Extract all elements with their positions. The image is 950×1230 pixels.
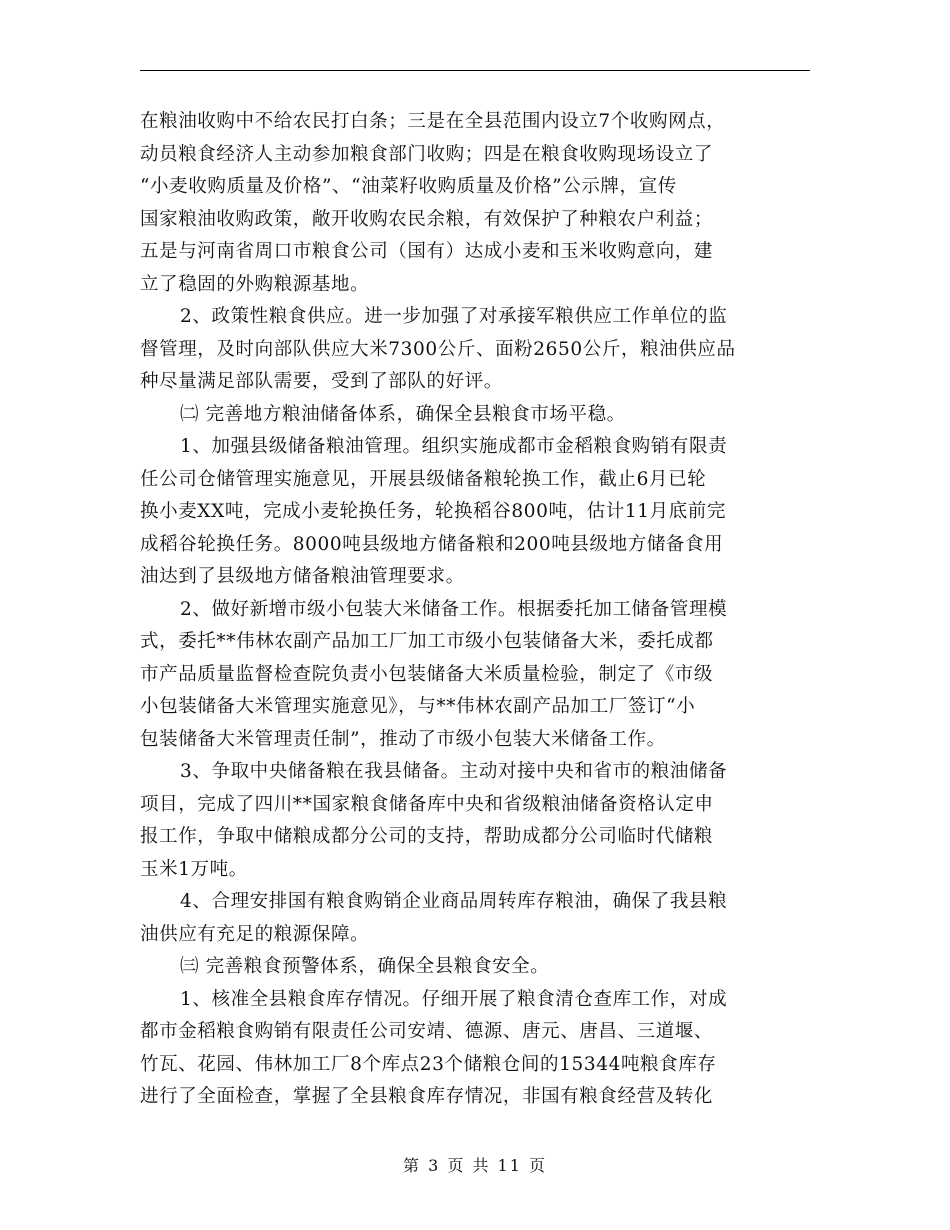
text-line: 立了稳固的外购粮源基地。 xyxy=(140,273,370,295)
text-line: 项目，完成了四川**国家粮食储备库中央和省级粮油储备资格认定申 xyxy=(140,793,714,815)
text-line: 任公司仓储管理实施意见，开展县级储备粮轮换工作，截止6月已轮 xyxy=(140,468,707,490)
text-line: 式，委托**伟林农副产品加工厂加工市级小包装储备大米，委托成都 xyxy=(140,631,714,652)
text-line: ㈢ 完善粮食预警体系，确保全县粮食安全。 xyxy=(180,956,550,977)
text-line: 成稻谷轮换任务。8000吨县级地方储备粮和200吨县级地方储备食用 xyxy=(140,533,724,555)
text-line: 换小麦XX吨，完成小麦轮换任务，轮换稻谷800吨，估计11月底前完 xyxy=(140,501,726,522)
text-line: 包装储备大米管理责任制”，推动了市级小包装大米储备工作。 xyxy=(140,728,666,750)
text-line: 市产品质量监督检查院负责小包装储备大米质量检验，制定了《市级 xyxy=(140,663,714,685)
text-line: 都市金稻粮食购销有限责任公司安靖、德源、唐元、唐昌、三道堰、 xyxy=(140,1021,714,1042)
text-line: 竹瓦、花园、伟林加工厂8个库点23个储粮仓间的15344吨粮食库存 xyxy=(140,1053,717,1075)
text-line: 1、加强县级储备粮油管理。组织实施成都市金稻粮食购销有限责 xyxy=(180,436,728,457)
header-rule xyxy=(140,70,810,71)
text-line: 油供应有充足的粮源保障。 xyxy=(140,923,370,945)
text-line: 1、核准全县粮食库存情况。仔细开展了粮食清仓查库工作，对成 xyxy=(180,988,728,1010)
document-body xyxy=(140,106,810,1114)
text-line: 油达到了县级地方储备粮油管理要求。 xyxy=(140,566,465,587)
text-line: 进行了全面检查，掌握了全县粮食库存情况，非国有粮食经营及转化 xyxy=(140,1086,714,1107)
text-line: 国家粮油收购政策，敞开收购农民余粮，有效保护了种粮农户利益； xyxy=(140,208,714,230)
text-line: 4、合理安排国有粮食购销企业商品周转库存粮油，确保了我县粮 xyxy=(180,891,728,912)
text-line: 小包装储备大米管理实施意见》，与**伟林农副产品加工厂签订“小 xyxy=(140,696,696,717)
text-line: 玉米1万吨。 xyxy=(140,858,248,880)
text-line: 五是与河南省周口市粮食公司（国有）达成小麦和玉米收购意向，建 xyxy=(140,241,714,262)
text-line: 报工作，争取中储粮成都分公司的支持，帮助成都分公司临时代储粮 xyxy=(140,826,714,847)
text-line: “小麦收购质量及价格”、“油菜籽收购质量及价格”公示牌，宣传 xyxy=(140,176,677,197)
text-line: 在粮油收购中不给农民打白条；三是在全县范围内设立7个收购网点， xyxy=(140,111,726,132)
text-line: 种尽量满足部队需要，受到了部队的好评。 xyxy=(140,371,503,392)
text-line: 动员粮食经济人主动参加粮食部门收购；四是在粮食收购现场设立了 xyxy=(140,143,714,165)
text-line: ㈡ 完善地方粮油储备体系，确保全县粮食市场平稳。 xyxy=(180,403,626,425)
text-line: 2、政策性粮食供应。进一步加强了对承接军粮供应工作单位的监 xyxy=(180,306,728,327)
text-line: 3、争取中央储备粮在我县储备。主动对接中央和省市的粮油储备 xyxy=(180,761,728,782)
text-line: 督管理，及时向部队供应大米7300公斤、面粉2650公斤，粮油供应品 xyxy=(140,338,736,360)
text-line: 2、做好新增市级小包装大米储备工作。根据委托加工储备管理模 xyxy=(180,598,728,620)
page-number-footer: 第 3 页 共 11 页 xyxy=(403,1156,547,1175)
